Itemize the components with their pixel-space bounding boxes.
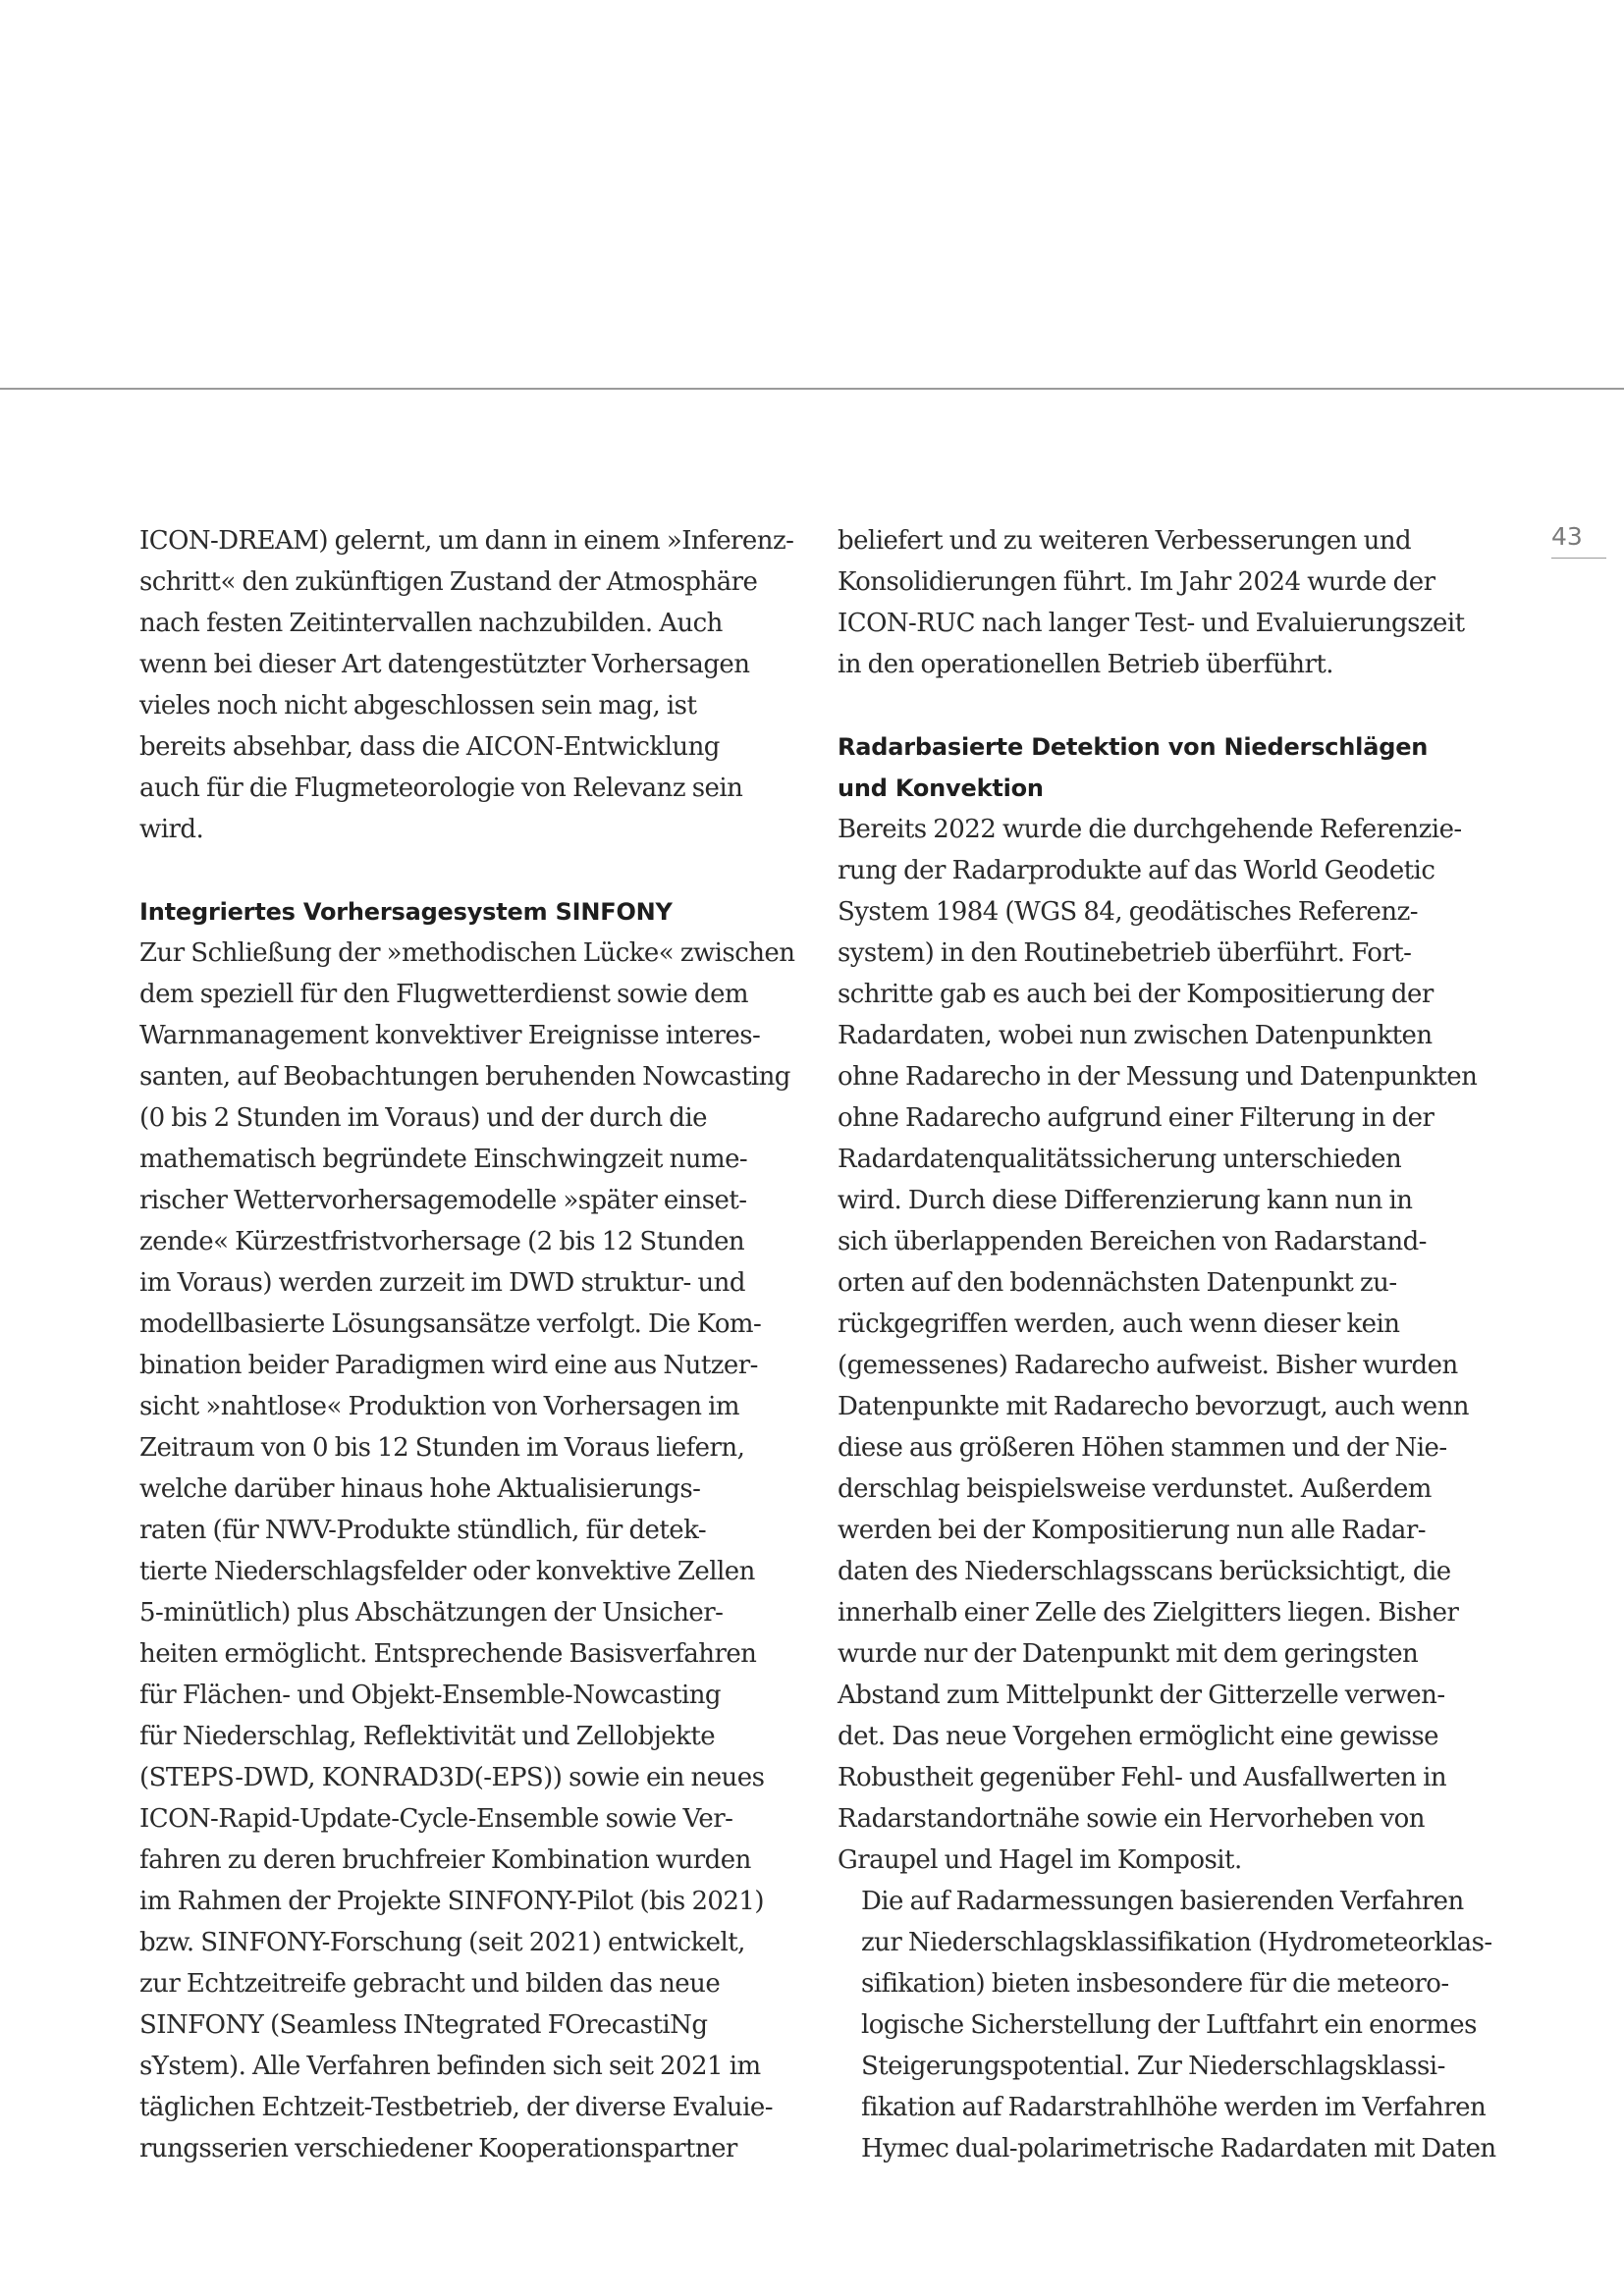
text-line: tierte Niederschlagsfelder oder konvektive Zellen bbox=[139, 1557, 755, 1586]
text-line: Konsolidierungen führt. Im Jahr 2024 wurde der bbox=[838, 567, 1435, 597]
text-line: mathematisch begründete Einschwingzeit nume- bbox=[139, 1145, 748, 1174]
text-line: sich überlappenden Bereichen von Radarstand- bbox=[838, 1227, 1427, 1256]
text-line: für Niederschlag, Reflektivität und Zellobjekte bbox=[139, 1722, 716, 1751]
text-line: Graupel und Hagel im Komposit. bbox=[838, 1845, 1242, 1875]
text-line: System 1984 (WGS 84, geodätisches Referenz- bbox=[838, 897, 1418, 927]
text-line: dem speziell für den Flugwetterdienst sowie dem bbox=[139, 980, 749, 1009]
text-line: welche darüber hinaus hohe Aktualisierungs- bbox=[139, 1474, 701, 1504]
text-line: ICON-Rapid-Update-Cycle-Ensemble sowie Ver- bbox=[139, 1804, 733, 1834]
text-line: bination beider Paradigmen wird eine aus Nutzer- bbox=[139, 1351, 758, 1380]
text-line: beliefert und zu weiteren Verbesserungen und bbox=[838, 526, 1412, 556]
text-line: Bereits 2022 wurde die durchgehende Referenzie- bbox=[838, 815, 1462, 844]
paragraph-radar-referencing bbox=[838, 809, 1544, 1881]
section-heading-radar bbox=[838, 726, 1544, 809]
paragraph-sinfony bbox=[139, 933, 846, 2169]
text-line: rung der Radarprodukte auf das World Geodetic bbox=[838, 856, 1435, 885]
text-line: (0 bis 2 Stunden im Voraus) und der durch die bbox=[139, 1103, 707, 1133]
text-line: Die auf Radarmessungen basierenden Verfahren bbox=[861, 1887, 1464, 1916]
text-line: für Flächen- und Objekt-Ensemble-Nowcasting bbox=[139, 1681, 722, 1710]
text-line: fikation auf Radarstrahlhöhe werden im Verfahren bbox=[861, 2093, 1487, 2122]
text-line: vieles noch nicht abgeschlossen sein mag, ist bbox=[139, 691, 697, 721]
text-line: wurde nur der Datenpunkt mit dem geringsten bbox=[838, 1639, 1419, 1669]
text-line: system) in den Routinebetrieb überführt. Fort- bbox=[838, 938, 1412, 968]
paragraph-gap bbox=[838, 685, 1544, 726]
text-line: schritt« den zukünftigen Zustand der Atmosphäre bbox=[139, 567, 758, 597]
text-line: (STEPS-DWD, KONRAD3D(-EPS)) sowie ein neues bbox=[139, 1763, 765, 1792]
text-line: 5-minütlich) plus Abschätzungen der Unsicher- bbox=[139, 1598, 724, 1628]
text-line: in den operationellen Betrieb überführt. bbox=[838, 650, 1333, 679]
text-line: rischer Wettervorhersagemodelle »später einset- bbox=[139, 1186, 747, 1215]
text-line: wird. Durch diese Differenzierung kann nun in bbox=[838, 1186, 1413, 1215]
text-line: diese aus größeren Höhen stammen und der Nie- bbox=[838, 1433, 1447, 1463]
text-line: rungsserien verschiedener Kooperationspartner bbox=[139, 2134, 737, 2163]
text-line: Radardaten, wobei nun zwischen Datenpunkten bbox=[838, 1021, 1433, 1050]
text-line: innerhalb einer Zelle des Zielgitters liegen. Bisher bbox=[838, 1598, 1459, 1628]
text-line: Radarstandortnähe sowie ein Hervorheben von bbox=[838, 1804, 1425, 1834]
text-line: det. Das neue Vorgehen ermöglicht eine gewisse bbox=[838, 1722, 1439, 1751]
text-line: raten (für NWV-Produkte stündlich, für detek- bbox=[139, 1516, 707, 1545]
right-column bbox=[838, 520, 1544, 2169]
text-line: daten des Niederschlagsscans berücksichtigt, die bbox=[838, 1557, 1451, 1586]
text-line: Radardatenqualitätssicherung unterschieden bbox=[838, 1145, 1402, 1174]
text-line: Zur Schließung der »methodischen Lücke« zwischen bbox=[139, 938, 795, 968]
section-heading-sinfony: Integriertes Vorhersagesystem SINFONY bbox=[139, 898, 673, 926]
text-line: Radarbasierte Detektion von Niederschlägen bbox=[838, 733, 1429, 761]
text-line: sicht »nahtlose« Produktion von Vorhersagen im bbox=[139, 1392, 739, 1421]
text-line: SINFONY (Seamless INtegrated FOrecastiNg bbox=[139, 2010, 708, 2040]
text-line: wird. bbox=[139, 815, 204, 844]
text-line: ICON-RUC nach langer Test- und Evaluierungszeit bbox=[838, 609, 1465, 638]
text-line: (gemessenes) Radarecho aufweist. Bisher wurden bbox=[838, 1351, 1458, 1380]
text-line: bereits absehbar, dass die AICON-Entwicklung bbox=[139, 732, 720, 762]
text-line: zende« Kürzestfristvorhersage (2 bis 12 Stunden bbox=[139, 1227, 745, 1256]
text-line: orten auf den bodennächsten Datenpunkt zu- bbox=[838, 1268, 1397, 1298]
page-number: 43 bbox=[1551, 520, 1606, 559]
text-line: schritte gab es auch bei der Kompositierung der bbox=[838, 980, 1434, 1009]
paragraph-aicon-end bbox=[139, 520, 846, 850]
text-line: werden bei der Kompositierung nun alle Radar- bbox=[838, 1516, 1426, 1545]
text-line: rückgegriffen werden, auch wenn dieser kein bbox=[838, 1309, 1400, 1339]
text-line: täglichen Echtzeit-Testbetrieb, der diverse Evaluie- bbox=[139, 2093, 773, 2122]
text-line: Warnmanagement konvektiver Ereignisse interes- bbox=[139, 1021, 761, 1050]
text-line: ohne Radarecho aufgrund einer Filterung in der bbox=[838, 1103, 1435, 1133]
left-column bbox=[139, 520, 846, 2169]
text-line: sYstem). Alle Verfahren befinden sich seit 2021 im bbox=[139, 2052, 761, 2081]
text-line: wenn bei dieser Art datengestützter Vorhersagen bbox=[139, 650, 750, 679]
text-line: ICON-DREAM) gelernt, um dann in einem »Inferenz- bbox=[139, 526, 794, 556]
text-line: zur Niederschlagsklassifikation (Hydrometeorklas- bbox=[861, 1928, 1492, 1957]
paragraph-gap bbox=[139, 850, 846, 891]
text-line: Datenpunkte mit Radarecho bevorzugt, auch wenn bbox=[838, 1392, 1469, 1421]
text-line: modellbasierte Lösungsansätze verfolgt. Die Kom- bbox=[139, 1309, 762, 1339]
text-line: santen, auf Beobachtungen beruhenden Nowcasting bbox=[139, 1062, 790, 1092]
text-line: Abstand zum Mittelpunkt der Gitterzelle verwen- bbox=[838, 1681, 1445, 1710]
text-line: logische Sicherstellung der Luftfahrt ein enormes bbox=[861, 2010, 1477, 2040]
text-line: Zeitraum von 0 bis 12 Stunden im Voraus liefern, bbox=[139, 1433, 745, 1463]
paragraph-icon-ruc bbox=[838, 520, 1544, 685]
paragraph-hydrometeor-classification bbox=[838, 1881, 1544, 2169]
text-line: Robustheit gegenüber Fehl- und Ausfallwerten in bbox=[838, 1763, 1447, 1792]
text-line: zur Echtzeitreife gebracht und bilden das neue bbox=[139, 1969, 721, 1999]
text-line: heiten ermöglicht. Entsprechende Basisverfahren bbox=[139, 1639, 757, 1669]
text-line: Steigerungspotential. Zur Niederschlagsklassi- bbox=[861, 2052, 1445, 2081]
text-line: sifikation) bieten insbesondere für die meteoro- bbox=[861, 1969, 1449, 1999]
text-line: bzw. SINFONY-Forschung (seit 2021) entwickelt, bbox=[139, 1928, 745, 1957]
text-line: auch für die Flugmeteorologie von Relevanz sein bbox=[139, 774, 743, 803]
text-line: derschlag beispielsweise verdunstet. Außerdem bbox=[838, 1474, 1432, 1504]
text-line: im Rahmen der Projekte SINFONY-Pilot (bis 2021) bbox=[139, 1887, 765, 1916]
text-line: im Voraus) werden zurzeit im DWD struktur- und bbox=[139, 1268, 745, 1298]
text-line: Hymec dual-polarimetrische Radardaten mit Daten bbox=[861, 2134, 1496, 2163]
text-line: ohne Radarecho in der Messung und Datenpunkten bbox=[838, 1062, 1478, 1092]
header-rule bbox=[0, 388, 1624, 390]
text-line: fahren zu deren bruchfreier Kombination wurden bbox=[139, 1845, 751, 1875]
text-line: und Konvektion bbox=[838, 774, 1044, 802]
text-line: nach festen Zeitintervallen nachzubilden. Auch bbox=[139, 609, 723, 638]
